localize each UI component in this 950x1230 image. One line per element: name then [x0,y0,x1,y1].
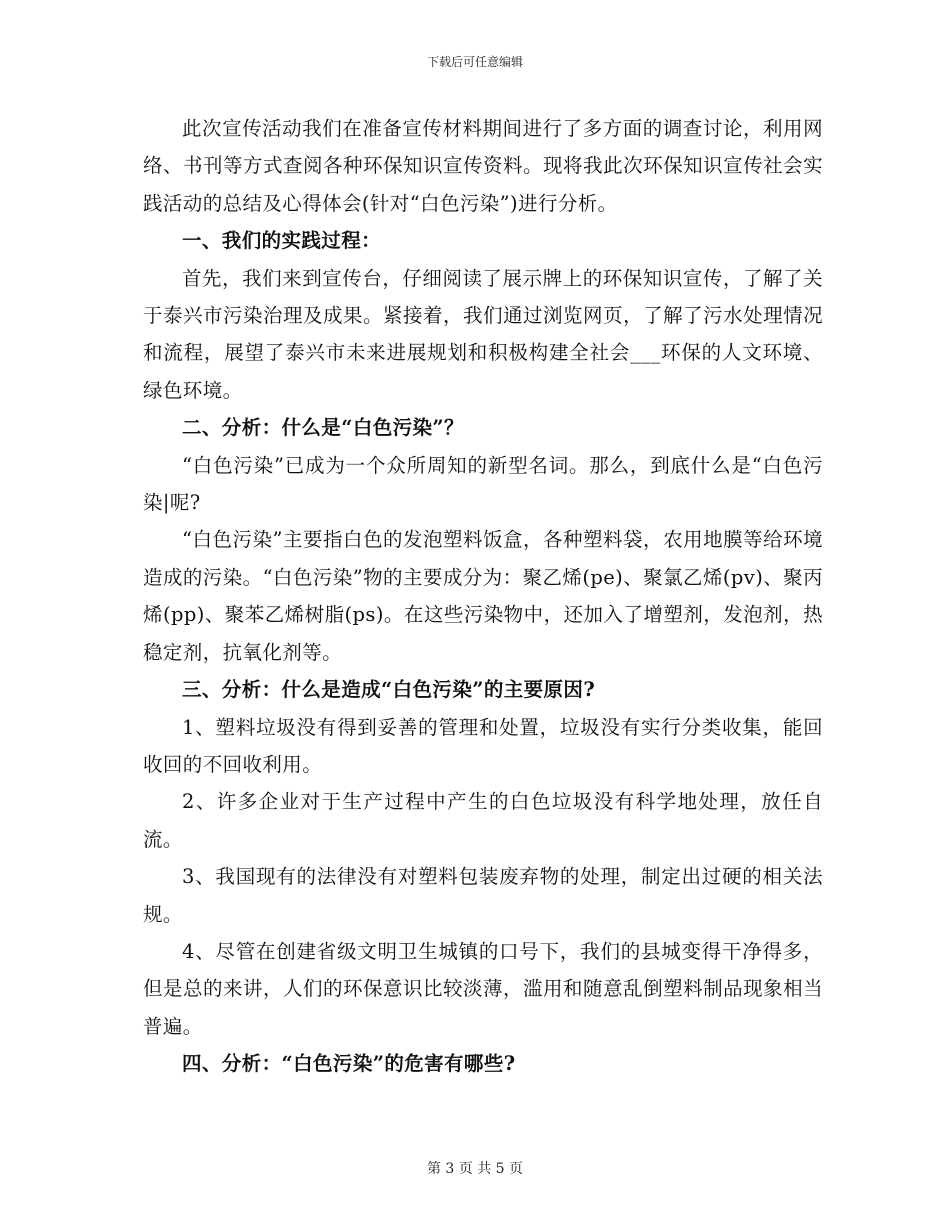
section-2-paragraph-2: “白色污染”主要指白色的发泡塑料饭盒，各种塑料袋，农用地膜等给环境造成的污染。“白色污染”物的主要成分为：聚乙烯(pe)、聚氯乙烯(pv)、聚丙烯(pp)、聚苯乙烯树脂(ps)。在这些污染物中，还加入了增塑剂，发泡剂，热稳定剂，抗氧化剂等。 [143,528,823,664]
section-3-item-4: 4、尽管在创建省级文明卫生城镇的口号下，我们的县城变得干净得多，但是总的来讲，人们的环保意识比较淡薄，滥用和随意乱倒塑料制品现象相当普遍。 [143,939,823,1038]
section-3-item-2: 2、许多企业对于生产过程中产生的白色垃圾没有科学地处理，放任自流。 [143,790,823,851]
section-3-heading: 三、分析：什么是造成“白色污染”的主要原因? [182,678,596,702]
document-body [143,110,823,1083]
intro-paragraph: 此次宣传活动我们在准备宣传材料期间进行了多方面的调查讨论，利用网络、书刊等方式查阅各种环保知识宣传资料。现将我此次环保知识宣传社会实践活动的总结及心得体会(针对“白色污染”)进行分析。 [143,117,823,215]
page-footer: 第 3 页 共 5 页 [426,1161,524,1177]
section-4-heading: 四、分析：“白色污染”的危害有哪些? [182,1052,516,1076]
section-2-heading: 二、分析：什么是“白色污染”？ [182,416,464,440]
section-1-heading: 一、我们的实践过程： [182,229,382,253]
section-2-paragraph-1: “白色污染”已成为一个众所周知的新型名词。那么，到底什么是“白色污染|呢? [143,453,823,515]
section-1-paragraph: 首先，我们来到宣传台，仔细阅读了展示牌上的环保知识宣传，了解了关于泰兴市污染治理及成果。紧接着，我们通过浏览网页，了解了污水处理情况和流程，展望了泰兴市未来进展规划和积极构建全社会___环保的人文环境、绿色环境。 [143,266,823,402]
section-3-item-1: 1、塑料垃圾没有得到妥善的管理和处置，垃圾没有实行分类收集，能回收回的不回收利用。 [143,715,823,776]
page-header: 下载后可任意编辑 [426,55,523,69]
section-3-item-3: 3、我国现有的法律没有对塑料包装废弃物的处理，制定出过硬的相关法规。 [143,865,823,926]
